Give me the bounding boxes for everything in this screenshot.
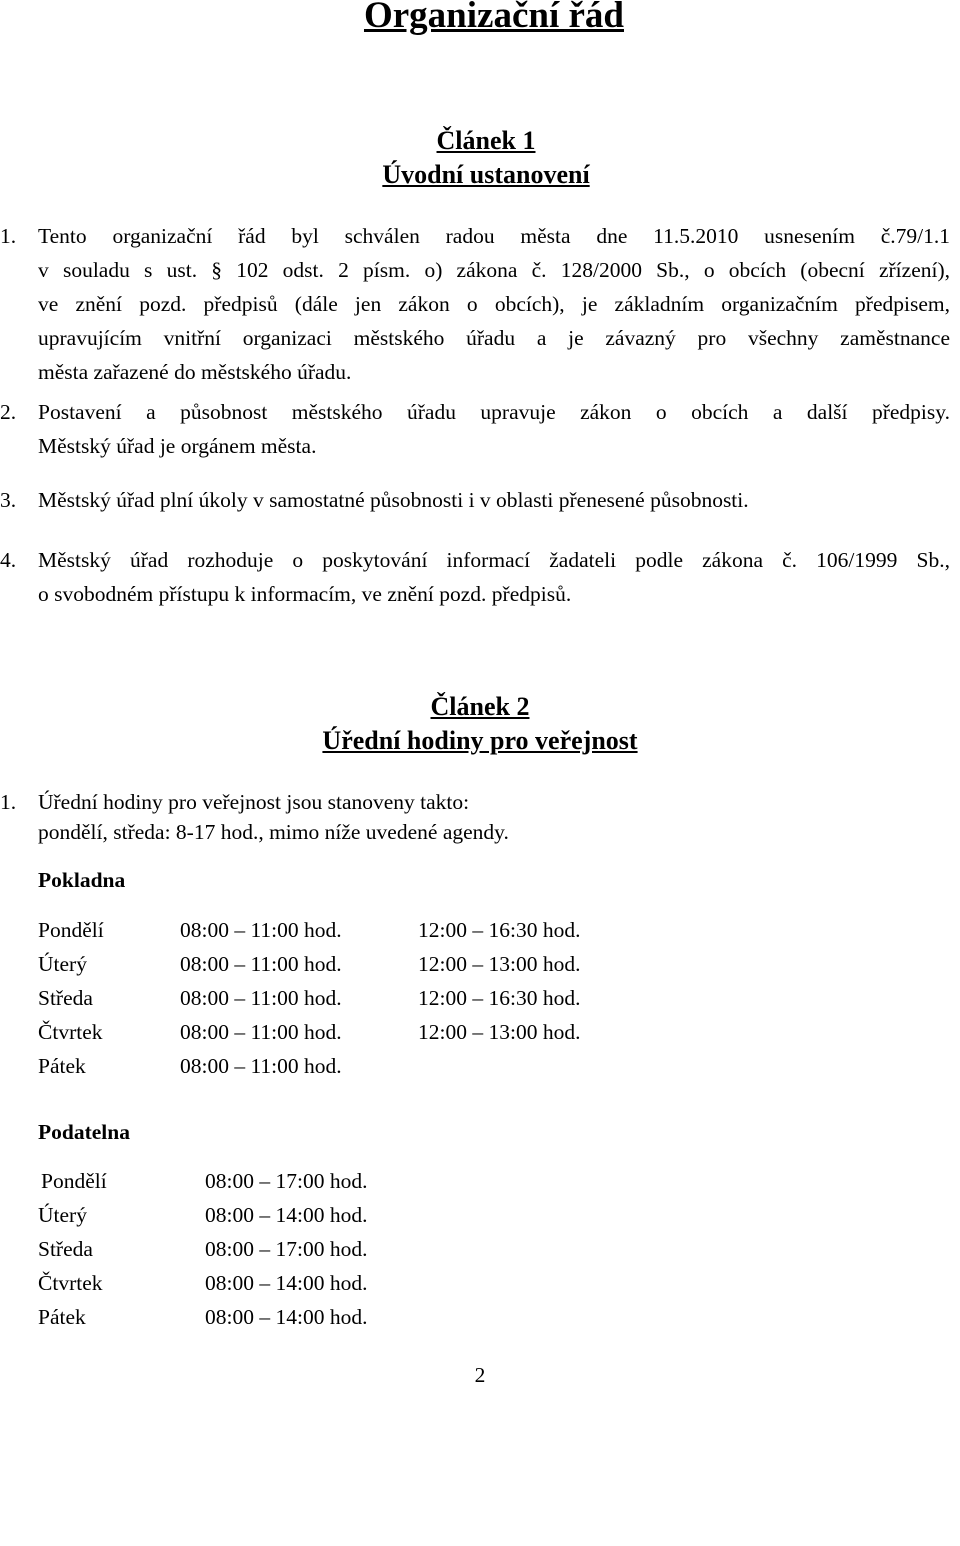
- hours-row: [38, 1198, 638, 1232]
- paragraph-line: Postavení a působnost městského úřadu upravuje zákon o obcích a další předpisy.: [38, 400, 950, 424]
- afternoon-hours: 12:00 – 16:30 hod.: [418, 918, 581, 942]
- paragraph-line: upravujícím vnitřní organizaci městského úřadu a je závazný pro všechny zaměstnance: [38, 326, 950, 350]
- article-2-title: Úřední hodiny pro veřejnost: [322, 726, 638, 755]
- page-number: 2: [474, 1363, 486, 1387]
- hours-row: [38, 1049, 638, 1083]
- day-label: Středa: [38, 1237, 93, 1261]
- paragraph-number: 4.: [0, 548, 17, 572]
- hours-row: [38, 947, 638, 981]
- morning-hours: 08:00 – 11:00 hod.: [180, 1020, 342, 1044]
- morning-hours: 08:00 – 11:00 hod.: [180, 986, 342, 1010]
- day-label: Čtvrtek: [38, 1020, 103, 1044]
- day-label: Pondělí: [38, 918, 104, 942]
- hours-row: [38, 1300, 638, 1334]
- day-label: Středa: [38, 986, 93, 1010]
- document-title: Organizační řád: [363, 0, 624, 36]
- office-hours: 08:00 – 17:00 hod.: [205, 1169, 368, 1193]
- hours-row: [38, 1232, 638, 1266]
- paragraph-line: ve znění pozd. předpisů (dále jen zákon o obcích), je základním organizačním předpisem,: [38, 292, 950, 316]
- paragraph-line: Úřední hodiny pro veřejnost jsou stanoveny takto:: [38, 790, 470, 814]
- paragraph-line: Městský úřad je orgánem města.: [38, 434, 317, 458]
- afternoon-hours: 12:00 – 13:00 hod.: [418, 1020, 581, 1044]
- paragraph-line: v souladu s ust. § 102 odst. 2 písm. o) zákona č. 128/2000 Sb., o obcích (obecní zřízení),: [38, 258, 950, 282]
- paragraph-line: o svobodném přístupu k informacím, ve znění pozd. předpisů.: [38, 582, 572, 606]
- paragraph-line: Městský úřad rozhoduje o poskytování informací žadateli podle zákona č. 106/1999 Sb.,: [38, 548, 950, 572]
- day-label: Úterý: [38, 952, 87, 976]
- article-2-number: Článek 2: [430, 692, 530, 721]
- office-hours: 08:00 – 14:00 hod.: [205, 1305, 368, 1329]
- hours-row: [38, 981, 638, 1015]
- hours-row: [38, 1266, 638, 1300]
- morning-hours: 08:00 – 11:00 hod.: [180, 918, 342, 942]
- day-label: Čtvrtek: [38, 1271, 103, 1295]
- paragraph-line: města zařazené do městského úřadu.: [38, 360, 352, 384]
- morning-hours: 08:00 – 11:00 hod.: [180, 952, 342, 976]
- hours-row: [38, 913, 638, 947]
- afternoon-hours: 12:00 – 13:00 hod.: [418, 952, 581, 976]
- podatelna-heading: Podatelna: [38, 1120, 130, 1144]
- morning-hours: 08:00 – 11:00 hod.: [180, 1054, 342, 1078]
- paragraph-line: pondělí, středa: 8-17 hod., mimo níže uvedené agendy.: [38, 820, 509, 844]
- pokladna-heading: Pokladna: [38, 868, 126, 892]
- paragraph-line: Tento organizační řád byl schválen radou města dne 11.5.2010 usnesením č.79/1.1: [38, 224, 950, 248]
- hours-row: [38, 1015, 638, 1049]
- paragraph-number: 2.: [0, 400, 17, 424]
- day-label: Pátek: [38, 1054, 86, 1078]
- day-label: Pondělí: [41, 1169, 107, 1193]
- paragraph-number: 3.: [0, 488, 17, 512]
- paragraph-number: 1.: [0, 790, 17, 814]
- day-label: Pátek: [38, 1305, 86, 1329]
- office-hours: 08:00 – 14:00 hod.: [205, 1271, 368, 1295]
- office-hours: 08:00 – 17:00 hod.: [205, 1237, 368, 1261]
- paragraph-number: 1.: [0, 224, 17, 248]
- hours-row: [38, 1164, 638, 1198]
- office-hours: 08:00 – 14:00 hod.: [205, 1203, 368, 1227]
- day-label: Úterý: [38, 1203, 87, 1227]
- article-1-number: Článek 1: [436, 126, 536, 155]
- article-1-title: Úvodní ustanovení: [382, 160, 590, 189]
- paragraph-line: Městský úřad plní úkoly v samostatné působnosti i v oblasti přenesené působnosti.: [38, 488, 749, 512]
- afternoon-hours: 12:00 – 16:30 hod.: [418, 986, 581, 1010]
